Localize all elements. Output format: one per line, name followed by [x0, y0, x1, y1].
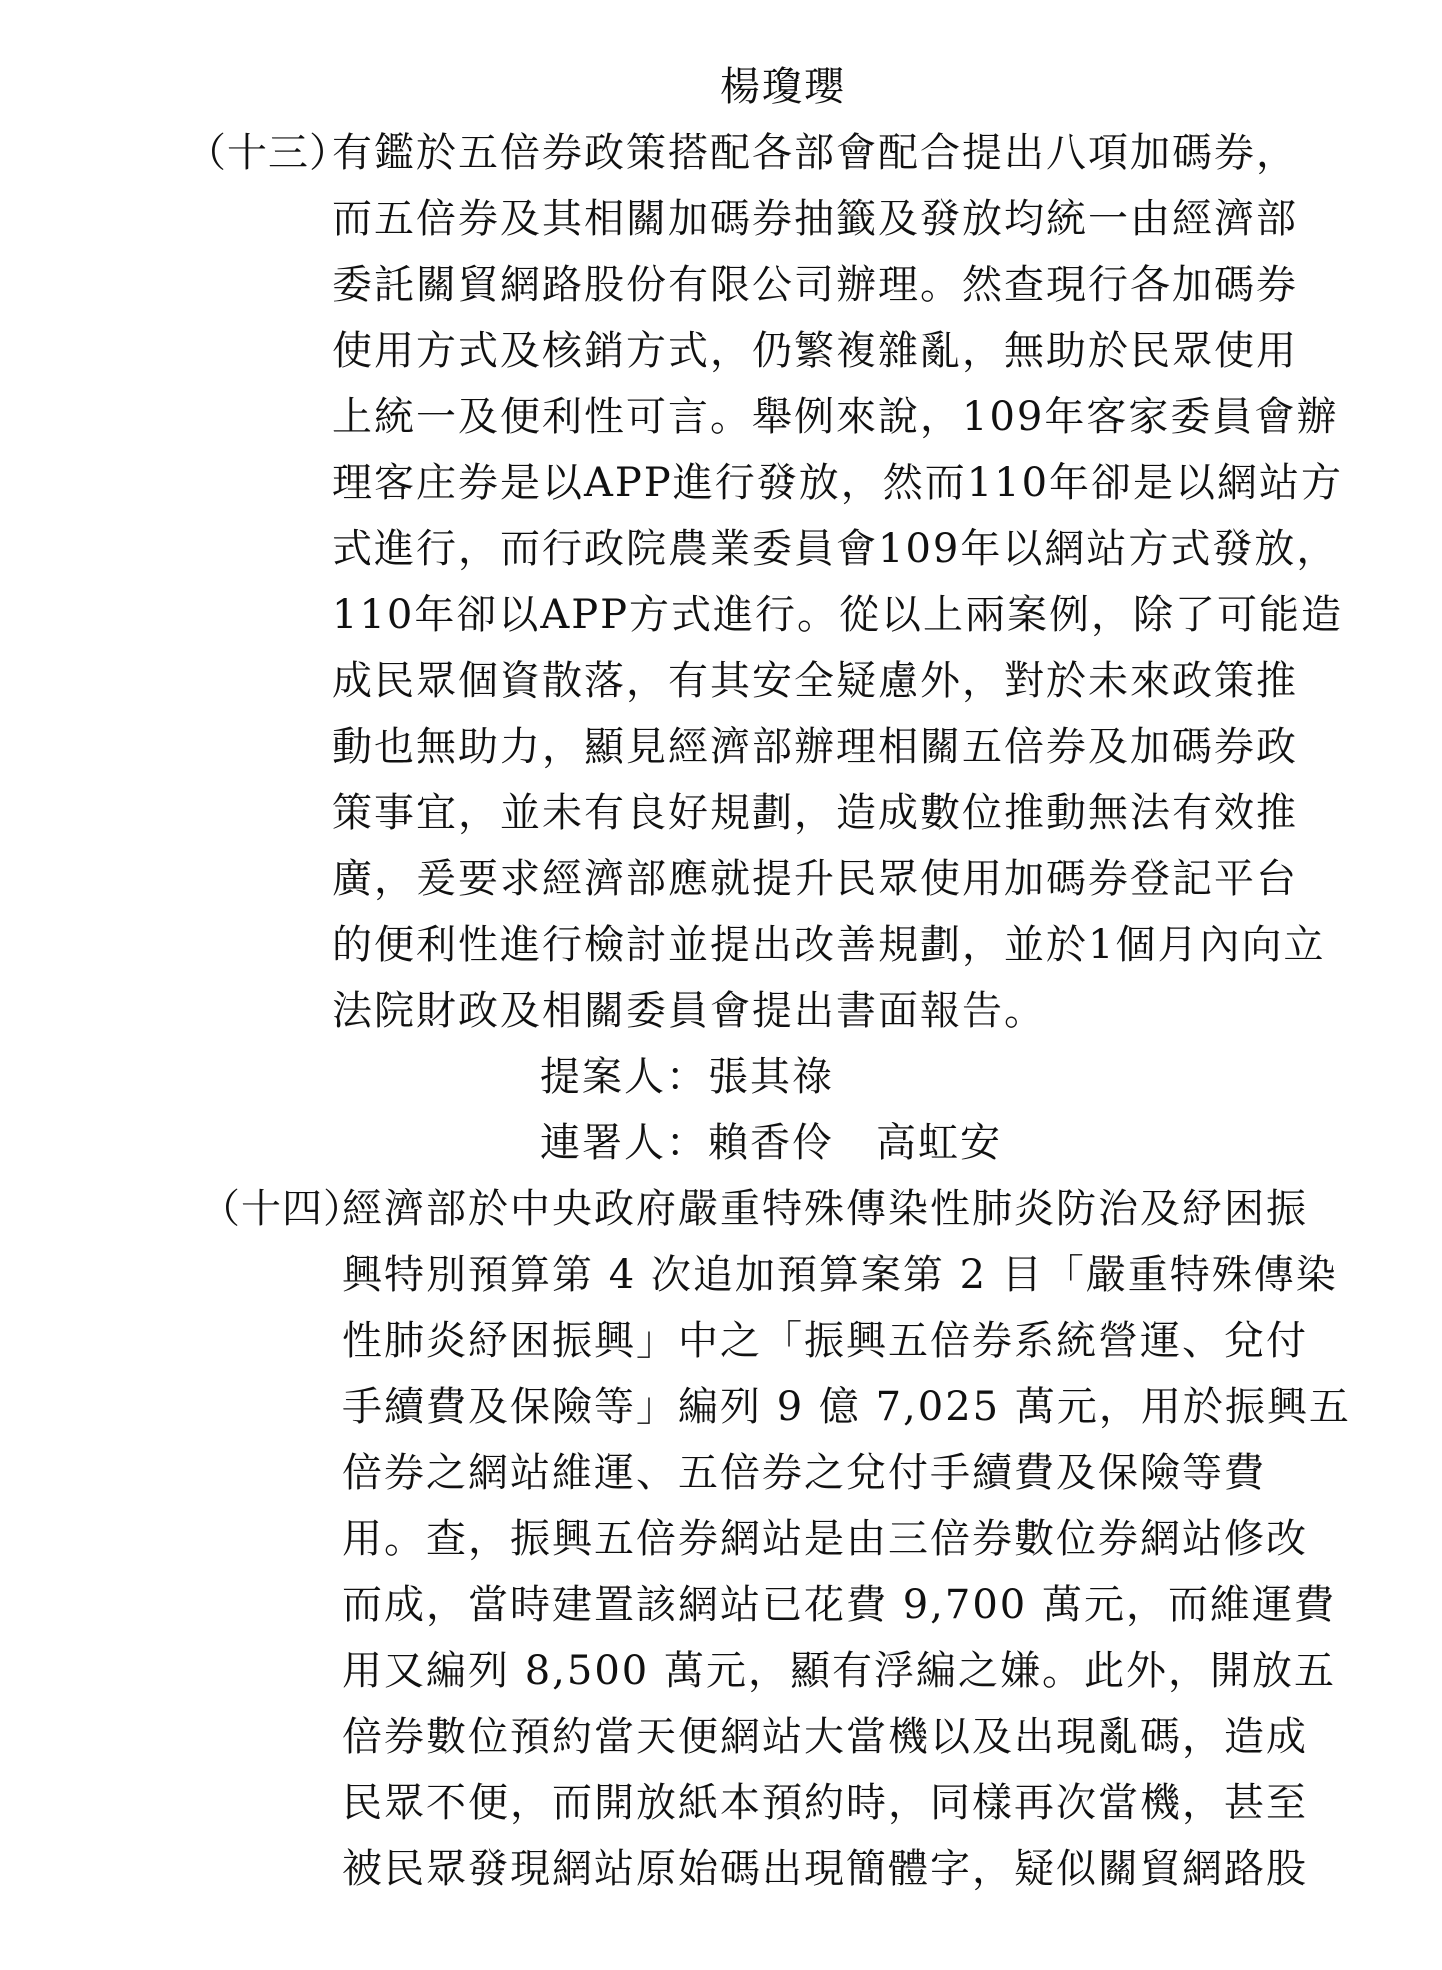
section13-line-1: 有鑑於五倍券政策搭配各部會配合提出八項加碼券，: [332, 130, 1298, 176]
section13-line-8: 110年卻以APP方式進行。從以上兩案例，除了可能造: [332, 592, 1344, 638]
section14-line-6: 用。查，振興五倍券網站是由三倍券數位券網站修改: [342, 1516, 1308, 1562]
section13-label: （十三）: [186, 130, 350, 176]
section13-line-9: 成民眾個資散落，有其安全疑慮外，對於未來政策推: [332, 658, 1298, 704]
section13-line-5: 上統一及便利性可言。舉例來說，109年客家委員會辦: [332, 394, 1339, 440]
section13-proposer: 提案人：張其祿: [540, 1054, 834, 1100]
section14-line-8: 用又編列 8,500 萬元，顯有浮編之嫌。此外，開放五: [342, 1648, 1336, 1694]
section13-cosigners: 連署人：賴香伶 高虹安: [540, 1120, 1002, 1166]
section14-line-3: 性肺炎紓困振興」中之「振興五倍券系統營運、兌付: [342, 1318, 1308, 1364]
section13-line-7: 式進行，而行政院農業委員會109年以網站方式發放，: [332, 526, 1339, 572]
section13-line-11: 策事宜，並未有良好規劃，造成數位推動無法有效推: [332, 790, 1298, 836]
section13-line-6: 理客庄券是以APP進行發放，然而110年卻是以網站方: [332, 460, 1344, 506]
section13-line-13: 的便利性進行檢討並提出改善規劃，並於1個月內向立: [332, 922, 1326, 968]
section14-line-11: 被民眾發現網站原始碼出現簡體字，疑似關貿網路股: [342, 1846, 1308, 1892]
header-name: 楊瓊瓔: [720, 64, 846, 110]
section14-line-10: 民眾不便，而開放紙本預約時，同樣再次當機，甚至: [342, 1780, 1308, 1826]
section13-line-4: 使用方式及核銷方式，仍繁複雜亂，無助於民眾使用: [332, 328, 1298, 374]
section13-line-3: 委託關貿網路股份有限公司辦理。然查現行各加碼券: [332, 262, 1298, 308]
section14-line-7: 而成，當時建置該網站已花費 9,700 萬元，而維運費: [342, 1582, 1336, 1628]
section13-line-2: 而五倍券及其相關加碼券抽籤及發放均統一由經濟部: [332, 196, 1298, 242]
section14-line-9: 倍券數位預約當天便網站大當機以及出現亂碼，造成: [342, 1714, 1308, 1760]
section14-label: （十四）: [200, 1186, 364, 1232]
section13-line-10: 動也無助力，顯見經濟部辦理相關五倍券及加碼券政: [332, 724, 1298, 770]
section13-line-14: 法院財政及相關委員會提出書面報告。: [332, 988, 1046, 1034]
section14-line-1: 經濟部於中央政府嚴重特殊傳染性肺炎防治及紓困振: [342, 1186, 1308, 1232]
section14-line-5: 倍券之網站維運、五倍券之兌付手續費及保險等費: [342, 1450, 1266, 1496]
section14-line-2: 興特別預算第 4 次追加預算案第 2 目「嚴重特殊傳染: [342, 1252, 1338, 1298]
section14-line-4: 手續費及保險等」編列 9 億 7,025 萬元，用於振興五: [342, 1384, 1351, 1430]
section13-line-12: 廣，爰要求經濟部應就提升民眾使用加碼券登記平台: [332, 856, 1298, 902]
